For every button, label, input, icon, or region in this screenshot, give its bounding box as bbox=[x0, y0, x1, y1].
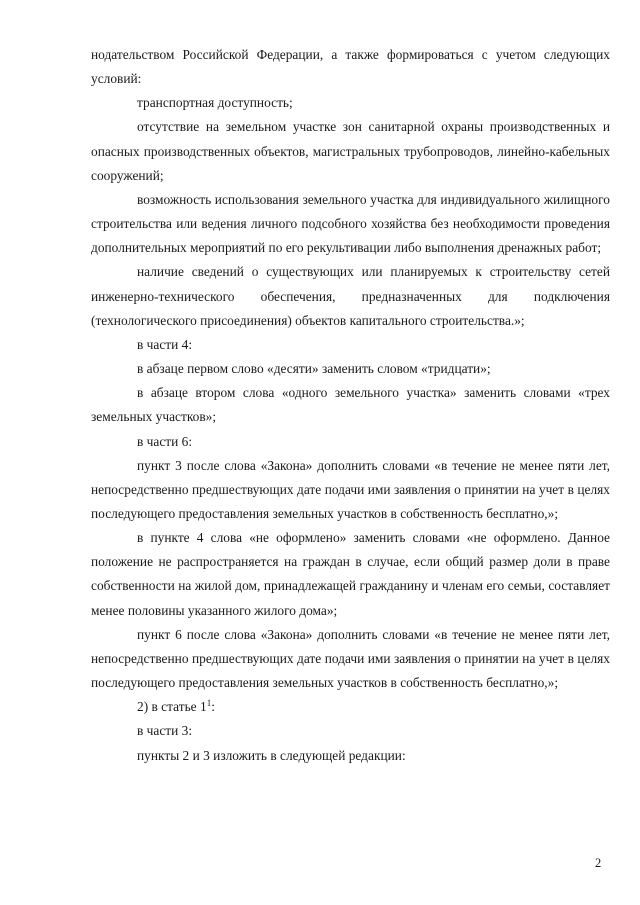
paragraph: возможность использования земельного участка для индивидуального жилищного строительства или ведения личного подсобного хозяйства без необходимости проведения дополнительных мероприятий по его рекультивации либо выполнения дренажных работ; bbox=[91, 191, 610, 256]
paragraph: в части 4: bbox=[137, 336, 193, 352]
paragraph-suffix: : bbox=[211, 699, 215, 715]
paragraph: наличие сведений о существующих или планируемых к строительству сетей инженерно-технического обеспечения, предназначенных для подключения (технологического присоединения) объектов капитального строительства.»; bbox=[91, 264, 610, 328]
paragraph: транспортная доступность; bbox=[137, 95, 293, 111]
paragraph-text: 2) в статье 1 bbox=[137, 699, 207, 715]
paragraph: нодательством Российской Федерации, а также формироваться с учетом следующих условий: bbox=[91, 47, 610, 87]
paragraph-article-heading bbox=[91, 695, 610, 719]
paragraph: в пункте 4 слова «не оформлено» заменить словами «не оформлено. Данное положение не распространяется на граждан в случае, если общий размер доли в праве собственности на жилой дом, принадлежащей гражданину и членам его семьи, составляет менее половины указанного жилого дома»; bbox=[91, 530, 610, 618]
paragraph: пункты 2 и 3 изложить в следующей редакции: bbox=[137, 747, 406, 763]
paragraph: пункт 6 после слова «Закона» дополнить словами «в течение не менее пяти лет, непосредственно предшествующих дате подачи ими заявления о принятии на учет в целях последующего предоставления земельных участков в собственность бесплатно,»; bbox=[91, 626, 610, 691]
paragraph: отсутствие на земельном участке зон санитарной охраны производственных и опасных производственных объектов, магистральных трубопроводов, линейно-кабельных сооружений; bbox=[91, 119, 610, 183]
document-body bbox=[91, 43, 610, 768]
page-number: 2 bbox=[595, 856, 602, 870]
paragraph: в абзаце первом слово «десяти» заменить словом «тридцати»; bbox=[137, 361, 491, 377]
superscript: 1 bbox=[206, 698, 212, 709]
paragraph: в абзаце втором слова «одного земельного участка» заменить словами «трех земельных участков»; bbox=[91, 385, 610, 425]
paragraph: в части 3: bbox=[137, 723, 193, 739]
paragraph: пункт 3 после слова «Закона» дополнить словами «в течение не менее пяти лет, непосредственно предшествующих дате подачи ими заявления о принятии на учет в целях последующего предоставления земельных участков в собственность бесплатно,»; bbox=[91, 457, 610, 521]
paragraph: в части 6: bbox=[137, 433, 193, 449]
